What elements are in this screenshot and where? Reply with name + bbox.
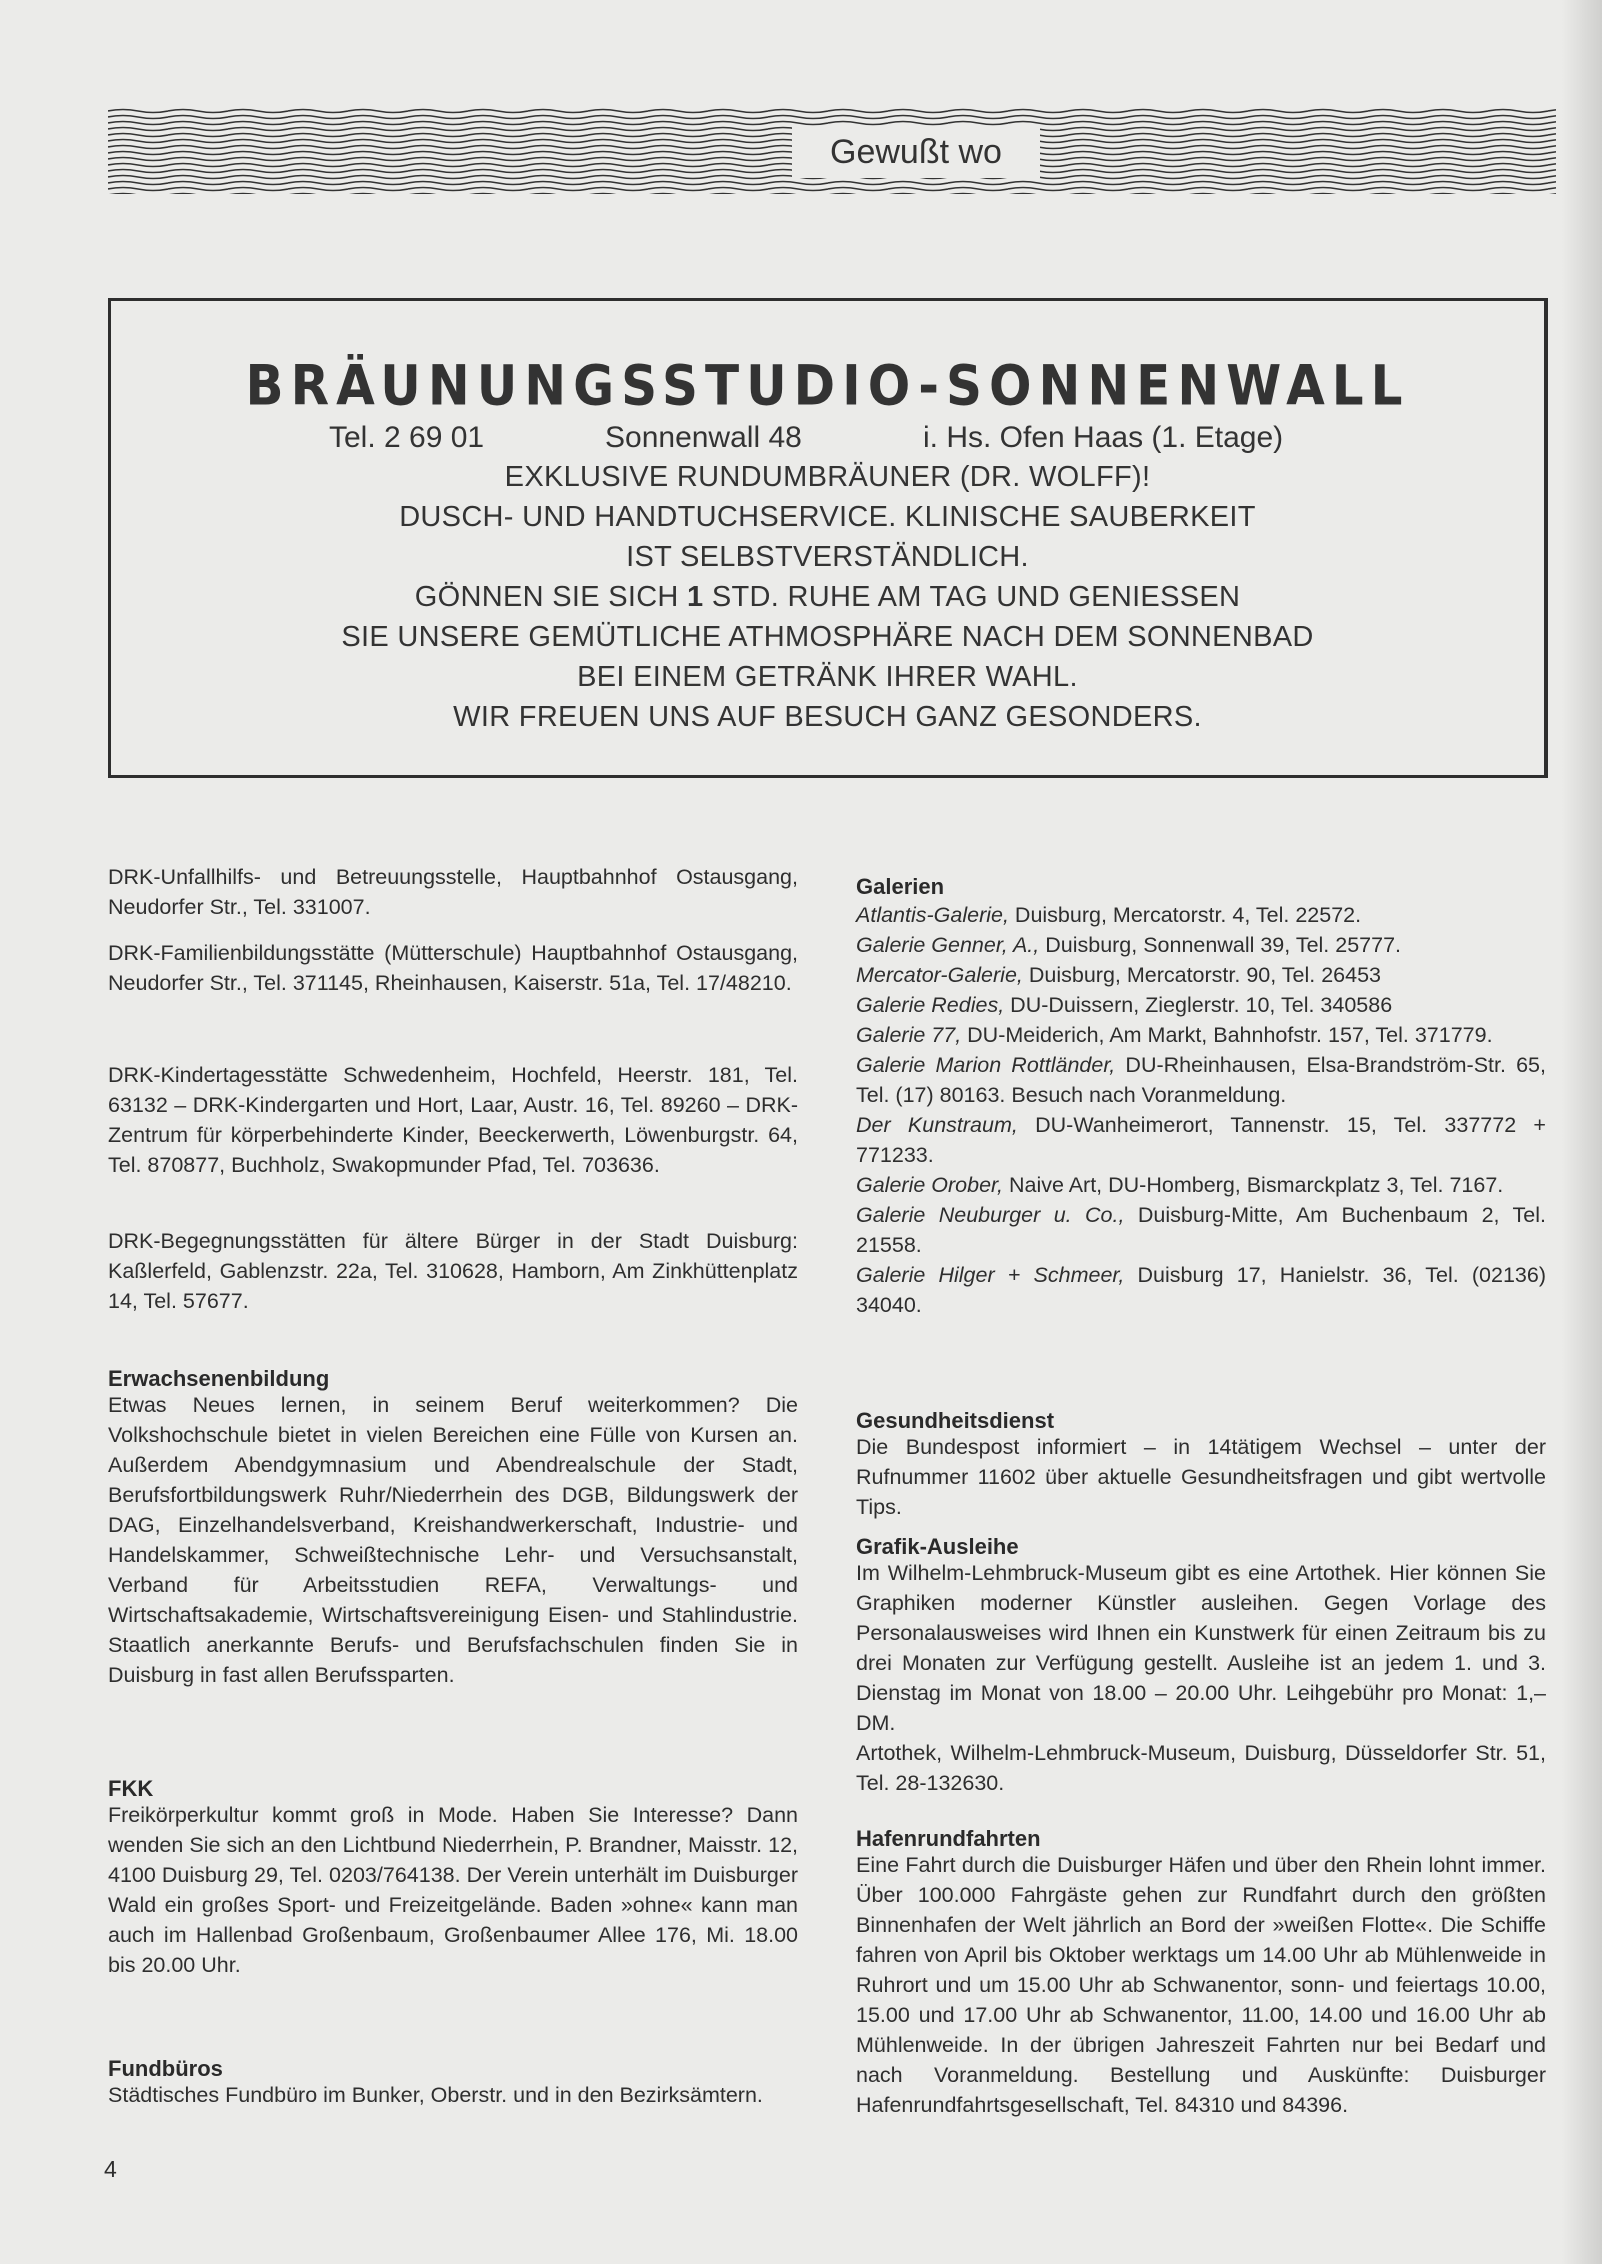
- gallery-details: Duisburg-Mitte, Am Buchenbaum 2, Tel. 21558.: [856, 1203, 1546, 1257]
- ad-line: [111, 581, 1544, 614]
- ad-line-part: STD. RUHE AM TAG UND GENIESSEN: [703, 581, 1241, 613]
- page-edge-shadow: [1562, 0, 1602, 2264]
- ad-line: SIE UNSERE GEMÜTLICHE ATHMOSPHÄRE NACH DEM SONNENBAD: [341, 621, 1314, 653]
- gallery-entry: [856, 1170, 1546, 1200]
- heading-gesundheitsdienst: Gesundheitsdienst: [856, 1408, 1055, 1433]
- drk-begegnung: DRK-Begegnungsstätten für ältere Bürger in der Stadt Duisburg: Kaßlerfeld, Gablenzstr. 22a, Tel. 310628, Hamborn, Am Zinkhüttenplatz 14, Tel. 57677.: [108, 1229, 798, 1313]
- gallery-details: Duisburg, Mercatorstr. 4, Tel. 22572.: [1008, 903, 1362, 927]
- grafik-ausleihe-block: [856, 1558, 1546, 1798]
- gallery-entry: [856, 960, 1546, 990]
- gallery-details: Naive Art, DU-Homberg, Bismarckplatz 3, Tel. 7167.: [1002, 1173, 1504, 1197]
- text-fundbueros: Städtisches Fundbüro im Bunker, Oberstr. und in den Bezirksämtern.: [108, 2083, 763, 2107]
- heading-erwachsenenbildung: Erwachsenenbildung: [108, 1366, 330, 1391]
- gallery-entry: [856, 1050, 1546, 1110]
- ad-line: DUSCH- UND HANDTUCHSERVICE. KLINISCHE SAUBERKEIT: [399, 501, 1256, 533]
- drk-kinder: DRK-Kindertagesstätte Schwedenheim, Hochfeld, Heerstr. 181, Tel. 63132 – DRK-Kindergarten und Hort, Laar, Austr. 16, Tel. 89260 – DRK-Zentrum für körperbehinderte Kinder, Beeckerwerth, Löwenburgstr. 64, Tel. 870877, Buchholz, Swakopmunder Pfad, Tel. 703636.: [108, 1063, 798, 1177]
- heading-fkk: FKK: [108, 1776, 154, 1801]
- ad-line: EXKLUSIVE RUNDUMBRÄUNER (DR. WOLFF)!: [504, 461, 1151, 493]
- gallery-name: Galerie Redies,: [856, 993, 1005, 1017]
- gallery-name: Galerie Marion Rottländer,: [856, 1053, 1116, 1077]
- ad-line-part: GÖNNEN SIE SICH: [414, 581, 688, 613]
- address-artothek: Artothek, Wilhelm-Lehmbruck-Museum, Duisburg, Düsseldorfer Str. 51, Tel. 28-132630.: [856, 1741, 1546, 1795]
- heading-fundbueros: Fundbüros: [108, 2056, 223, 2081]
- ad-address: Sonnenwall 48: [605, 421, 802, 454]
- page-number: 4: [104, 2156, 117, 2182]
- heading-hafenrundfahrten: Hafenrundfahrten: [856, 1826, 1041, 1851]
- gallery-entry: [856, 900, 1546, 930]
- heading-galerien: Galerien: [856, 874, 945, 899]
- ad-phone: Tel. 2 69 01: [329, 421, 485, 454]
- gallery-details: DU-Duissern, Zieglerstr. 10, Tel. 340586: [1004, 993, 1393, 1017]
- gallery-details: Duisburg, Sonnenwall 39, Tel. 25777.: [1039, 933, 1402, 957]
- text-fkk: Freikörperkultur kommt groß in Mode. Haben Sie Interesse? Dann wenden Sie sich an den Lichtbund Niederrhein, P. Brandner, Maisstr. 12, 4100 Duisburg 29, Tel. 0203/764138. Der Verein unterhält im Duisburger Wald ein großes Sport- und Freizeitgelände. Baden »ohne« kann man auch im Hallenbad Großenbaum, Großenbaumer Allee 176, Mi. 18.00 bis 20.00 Uhr.: [108, 1803, 798, 1977]
- gallery-details: DU-Meiderich, Am Markt, Bahnhofstr. 157, Tel. 371779.: [961, 1023, 1493, 1047]
- galerien-list: [856, 900, 1546, 1320]
- ad-line: WIR FREUEN UNS AUF BESUCH GANZ GESONDERS.: [453, 701, 1202, 733]
- ad-line: IST SELBSTVERSTÄNDLICH.: [626, 541, 1029, 573]
- text-grafik-ausleihe: Im Wilhelm-Lehmbruck-Museum gibt es eine Artothek. Hier können Sie Graphiken moderner Künstler ausleihen. Gegen Vorlage des Personalausweises wird Ihnen ein Kunstwerk für einen Zeitraum bis zu drei Monaten zur Verfügung gestellt. Ausleihe ist an jedem 1. und 3. Dienstag im Monat von 18.00 – 20.00 Uhr. Leihgebühr pro Monat: 1,– DM.: [856, 1561, 1546, 1735]
- gallery-name: Galerie Orober,: [856, 1173, 1003, 1197]
- text-hafenrundfahrten: Eine Fahrt durch die Duisburger Häfen und über den Rhein lohnt immer. Über 100.000 Fahrgäste gehen zur Rundfahrt durch den größten Binnenhafen der Welt jährlich an Bord der »weißen Flotte«. Die Schiffe fahren von April bis Oktober werktags um 14.00 Uhr ab Mühlenweide in Ruhrort und um 15.00 Uhr ab Schwanentor, sonn- und feiertags 10.00, 15.00 und 17.00 Uhr ab Schwanentor, 11.00, 14.00 und 16.00 Uhr ab Mühlenweide. In der übrigen Jahreszeit Fahrten nur bei Bedarf und nach Voranmeldung. Bestellung und Auskünfte: Duisburger Hafenrundfahrtsgesellschaft, Tel. 84310 und 84396.: [856, 1853, 1546, 2117]
- ad-line: BEI EINEM GETRÄNK IHRER WAHL.: [577, 661, 1078, 693]
- drk-unfallhilfe: DRK-Unfallhilfs- und Betreuungsstelle, Hauptbahnhof Ostausgang, Neudorfer Str., Tel. 331007.: [108, 865, 798, 919]
- section-banner: [108, 108, 1556, 194]
- advertisement-box: [108, 298, 1548, 778]
- gallery-name: Der Kunstraum,: [856, 1113, 1018, 1137]
- gallery-name: Galerie Genner, A.,: [856, 933, 1040, 957]
- heading-grafik-ausleihe: Grafik-Ausleihe: [856, 1534, 1019, 1559]
- gallery-name: Galerie Neuburger u. Co.,: [856, 1203, 1125, 1227]
- drk-familienbildung: DRK-Familienbildungsstätte (Mütterschule) Hauptbahnhof Ostausgang, Neudorfer Str., Tel. 371145, Rheinhausen, Kaiserstr. 51a, Tel. 17/48210.: [108, 941, 798, 995]
- gallery-entry: [856, 1260, 1546, 1320]
- gallery-entry: [856, 1200, 1546, 1260]
- gallery-entry: [856, 930, 1546, 960]
- ad-title: BRÄUNUNGSSTUDIO-SONNENWALL: [245, 354, 1410, 418]
- gallery-details: Duisburg, Mercatorstr. 90, Tel. 26453: [1022, 963, 1382, 987]
- ad-location: i. Hs. Ofen Haas (1. Etage): [923, 421, 1284, 454]
- gallery-name: Atlantis-Galerie,: [856, 903, 1009, 927]
- banner-title: Gewußt wo: [792, 126, 1040, 178]
- text-erwachsenenbildung: Etwas Neues lernen, in seinem Beruf weiterkommen? Die Volkshochschule bietet in vielen Bereichen eine Fülle von Kursen an. Außerdem Abendgymnasium und Abendrealschule der Stadt, Berufsfortbildungswerk Ruhr/Niederrhein des DGB, Bildungswerk der DAG, Einzelhandelsverband, Kreishandwerkerschaft, Industrie- und Handelskammer, Schweißtechnische Lehr- und Versuchsanstalt, Verband für Arbeitsstudien REFA, Verwaltungs- und Wirtschaftsakademie, Wirtschaftsvereinigung Eisen- und Stahlindustrie. Staatlich anerkannte Berufs- und Berufsfachschulen finden Sie in Duisburg in fast allen Berufssparten.: [108, 1393, 798, 1687]
- gallery-entry: [856, 990, 1546, 1020]
- gallery-details: DU-Wanheimerort, Tannenstr. 15, Tel. 337772 + 771233.: [856, 1113, 1546, 1167]
- gallery-name: Galerie 77,: [856, 1023, 962, 1047]
- gallery-name: Mercator-Galerie,: [856, 963, 1023, 987]
- gallery-details: Duisburg 17, Hanielstr. 36, Tel. (02136) 34040.: [856, 1263, 1546, 1317]
- gallery-details: DU-Rheinhausen, Elsa-Brandström-Str. 65, Tel. (17) 80163. Besuch nach Voranmeldung.: [856, 1053, 1546, 1107]
- ad-line-bold: 1: [687, 581, 704, 613]
- text-gesundheitsdienst: Die Bundespost informiert – in 14tätigem Wechsel – unter der Rufnummer 11602 über aktuelle Gesundheitsfragen und gibt wertvolle Tips.: [856, 1435, 1546, 1519]
- gallery-entry: [856, 1020, 1546, 1050]
- gallery-entry: [856, 1110, 1546, 1170]
- gallery-name: Galerie Hilger + Schmeer,: [856, 1263, 1125, 1287]
